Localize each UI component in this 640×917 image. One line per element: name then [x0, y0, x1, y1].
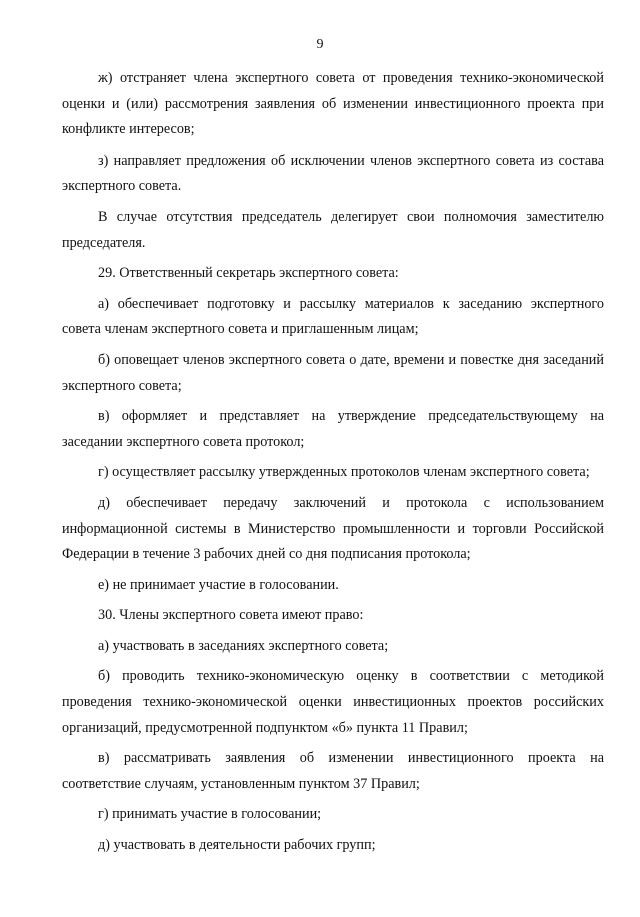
- paragraph-29-v: в) оформляет и представляет на утверждение председательствующему на заседании экспертного совета протокол;: [62, 408, 604, 450]
- paragraph-29-e: е) не принимает участие в голосовании.: [98, 576, 339, 593]
- paragraph-30-g: г) принимать участие в голосовании;: [98, 806, 322, 823]
- paragraph-30: 30. Члены экспертного совета имеют право:: [98, 607, 364, 624]
- paragraph-29-g: г) осуществляет рассылку утвержденных протоколов членам экспертного совета;: [98, 464, 590, 481]
- paragraph-29-b: б) оповещает членов экспертного совета о дате, времени и повестке дня заседаний экспертного совета;: [62, 351, 604, 394]
- paragraph-z: з) направляет предложения об исключении членов экспертного совета из состава экспертного совета.: [62, 152, 604, 195]
- paragraph-30-a: а) участвовать в заседаниях экспертного совета;: [98, 637, 389, 654]
- paragraph-zh: ж) отстраняет члена экспертного совета от проведения технико-экономической оценки и (или) рассмотрения заявления об изменении инвестиционного проекта при конфликте интересов;: [62, 70, 604, 138]
- paragraph-30-v: в) рассматривать заявления об изменении инвестиционного проекта на соответствие случаям, установленным пунктом 37 Правил;: [62, 750, 604, 792]
- paragraph-delegation: В случае отсутствия председатель делегирует свои полномочия заместителю председателя.: [62, 208, 604, 251]
- paragraph-29-a: а) обеспечивает подготовку и рассылку материалов к заседанию экспертного совета членам экспертного совета и приглашенным лицам;: [62, 295, 604, 338]
- paragraph-29: 29. Ответственный секретарь экспертного совета:: [98, 265, 399, 282]
- paragraph-29-d: д) обеспечивает передачу заключений и протокола с использованием информационной системы в Министерство промышленности и торговли Российской Федерации в течение 3 рабочих дней со дня подписания протокола;: [62, 494, 604, 563]
- page-number: 9: [316, 37, 324, 52]
- paragraph-30-b: б) проводить технико-экономическую оценку в соответствии с методикой проведения технико-экономической оценки инвестиционных проектов российских организаций, предусмотренной подпунктом «б» пункта 11 Правил;: [62, 668, 604, 736]
- paragraph-30-d: д) участвовать в деятельности рабочих групп;: [98, 837, 376, 854]
